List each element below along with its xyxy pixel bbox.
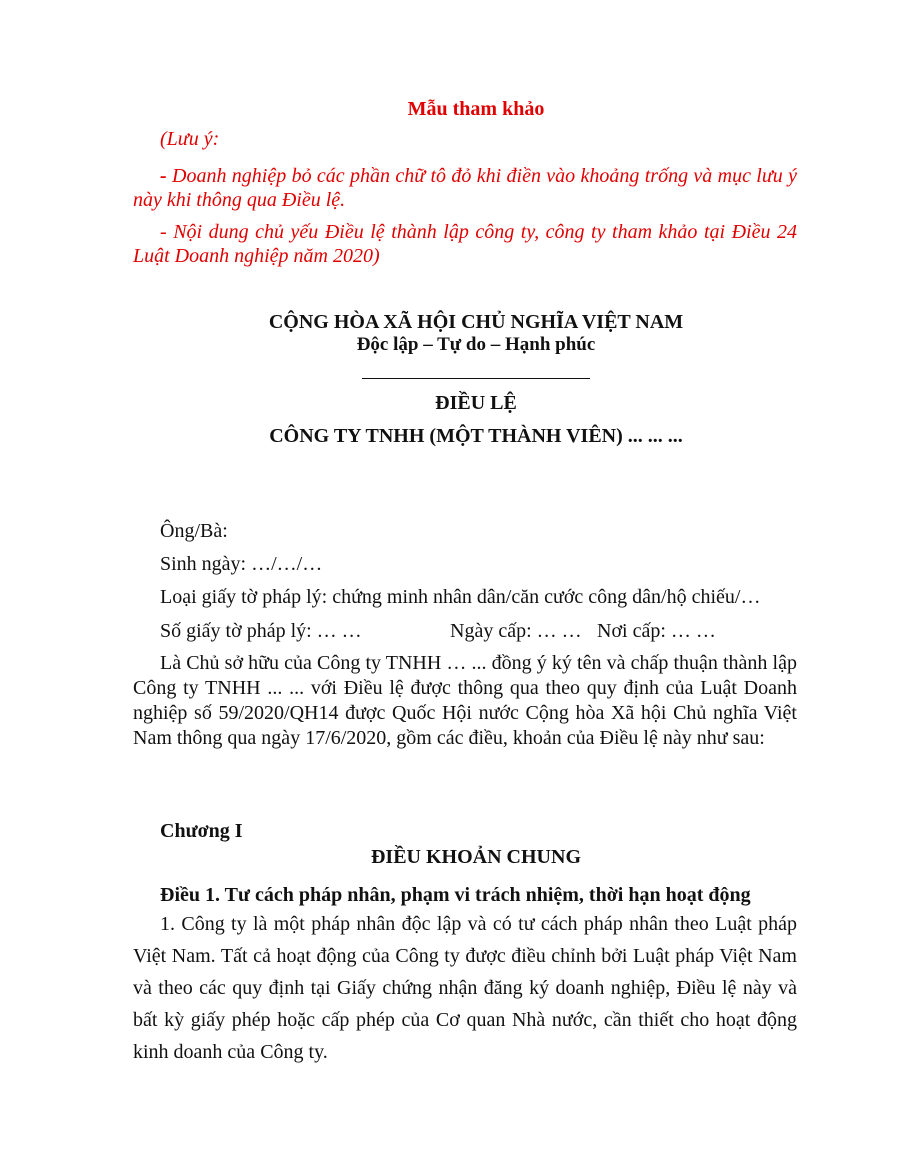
note-dash: - (160, 165, 167, 187)
owner-dob-line: Sinh ngày: …/…/… (160, 553, 323, 575)
company-name: CÔNG TY TNHH (MỘT THÀNH VIÊN) ... ... ... (269, 425, 683, 447)
national-motto: Độc lập – Tự do – Hạnh phúc (356, 334, 596, 355)
owner-name-line: Ông/Bà: (160, 520, 228, 542)
chapter-name: ĐIỀU KHOẢN CHUNG (370, 846, 581, 868)
note-heading: (Lưu ý: (160, 128, 220, 150)
owner-issue-date-line: Ngày cấp: … … (450, 620, 582, 642)
header-divider (362, 378, 590, 379)
owner-issue-place-line: Nơi cấp: … … (597, 620, 716, 642)
owner-id-number-line: Số giấy tờ pháp lý: … … (160, 620, 362, 642)
article-1-heading: Điều 1. Tư cách pháp nhân, phạm vi trách nhiệm, thời hạn hoạt động (160, 884, 751, 906)
owner-declaration: Là Chủ sở hữu của Công ty TNHH … ... đồng ý ký tên và chấp thuận thành lập Công ty TNHH ... ... với Điều lệ được thông qua theo quy định của Luật Doanh nghiệp số 59/2020/QH14 được Quốc Hội nước Cộng hòa Xã hội Chủ nghĩa Việt Nam thông qua ngày 17/6/2020, gồm các điều, khoản của Điều lệ này như sau: (133, 652, 797, 749)
chapter-label: Chương I (160, 820, 243, 842)
note-item-1 (133, 164, 797, 212)
document-title: ĐIỀU LỆ (435, 392, 517, 414)
note-item-1-text: Doanh nghiệp bỏ các phần chữ tô đỏ khi điền vào khoảng trống và mục lưu ý này khi thông qua Điều lệ. (133, 165, 797, 211)
national-name: CỘNG HÒA XÃ HỘI CHỦ NGHĨA VIỆT NAM (268, 311, 684, 333)
sample-title: Mẫu tham khảo (407, 98, 545, 120)
note-item-2: - Nội dung chủ yếu Điều lệ thành lập công ty, công ty tham khảo tại Điều 24 Luật Doanh nghiệp năm 2020) (133, 221, 797, 267)
article-1-clause-1: 1. Công ty là một pháp nhân độc lập và có tư cách pháp nhân theo Luật pháp Việt Nam. Tất cả hoạt động của Công ty được điều chỉnh bởi Luật pháp Việt Nam và theo các quy định tại Giấy chứng nhận đăng ký doanh nghiệp, Điều lệ này và bất kỳ giấy phép hoặc cấp phép của Cơ quan Nhà nước, cần thiết cho hoạt động kinh doanh của Công ty. (133, 913, 797, 1063)
owner-id-type-line: Loại giấy tờ pháp lý: chứng minh nhân dân/căn cước công dân/hộ chiếu/… (160, 586, 761, 608)
